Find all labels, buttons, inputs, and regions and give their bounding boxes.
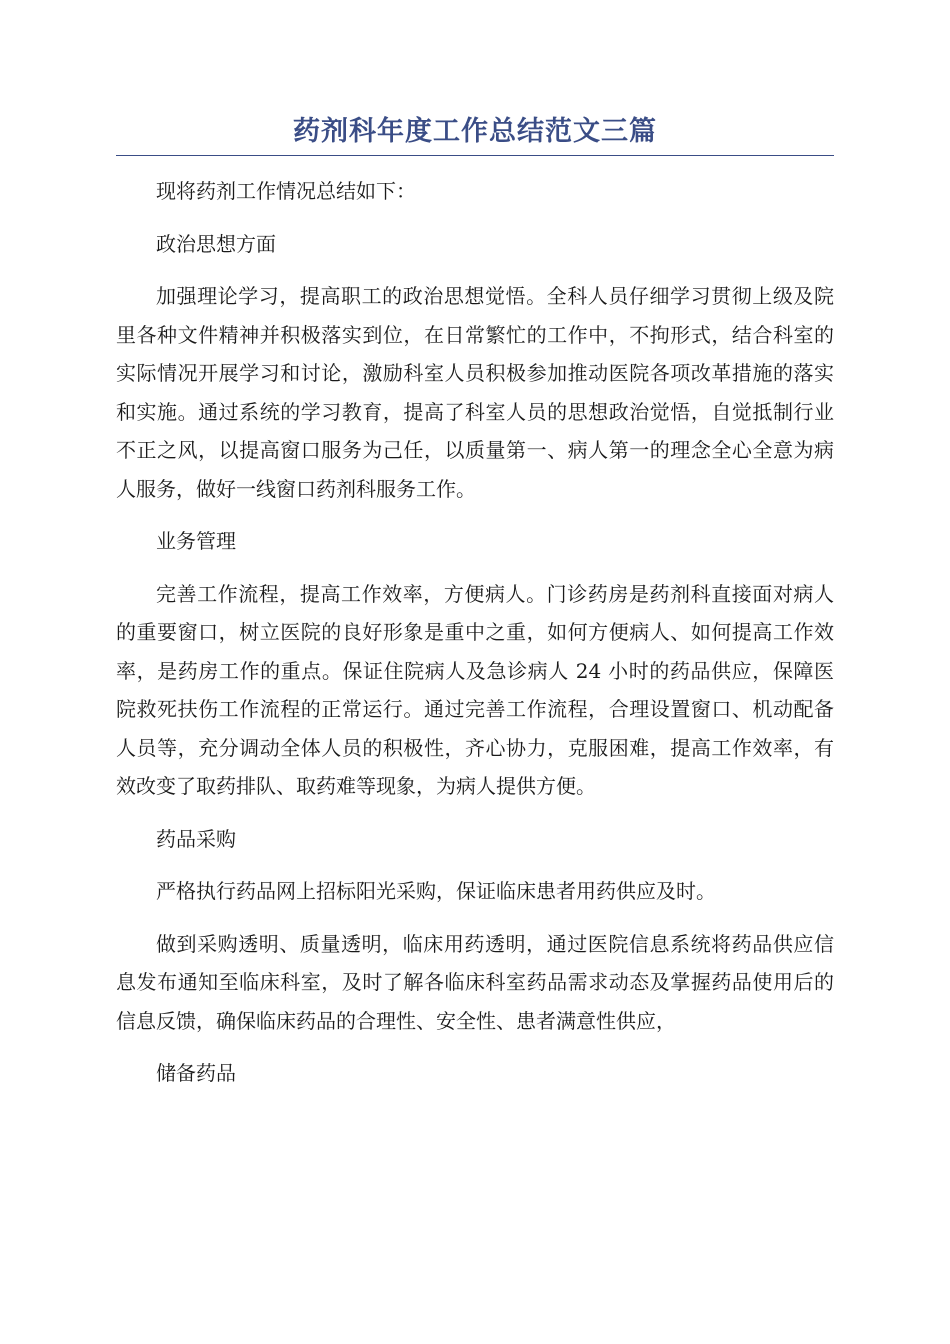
section-heading-storage: 储备药品 [156, 1061, 236, 1085]
paragraph-business: 完善工作流程，提高工作效率，方便病人。门诊药房是药剂科直接面对病人的重要窗口，树立医院的良好形象是重中之重，如何方便病人、如何提高工作效率，是药房工作的重点。保证住院病人及急诊病人 24 小时的药品供应，保障医院救死扶伤工作流程的正常运行。通过完善工作流程，合理设置窗口、机动配备人员等，充分调动全体人员的积极性，齐心协力，克服困难，提高工作效率，有效改变了取药排队、取药难等现象，为病人提供方便。 [116, 581, 834, 798]
section-heading-business: 业务管理 [156, 529, 236, 553]
document-title: 药剂科年度工作总结范文三篇 [116, 112, 834, 156]
section-heading-procurement: 药品采购 [156, 826, 236, 851]
paragraph-procurement-1: 严格执行药品网上招标阳光采购，保证临床患者用药供应及时。 [156, 879, 716, 903]
intro-paragraph: 现将药剂工作情况总结如下： [156, 179, 416, 203]
document-page [116, 112, 834, 1107]
paragraph-procurement-2: 做到采购透明、质量透明，临床用药透明，通过医院信息系统将药品供应信息发布通知至临床科室，及时了解各临床科室药品需求动态及掌握药品使用后的信息反馈，确保临床药品的合理性、安全性、患者满意性供应， [116, 931, 834, 1033]
paragraph-politics: 加强理论学习，提高职工的政治思想觉悟。全科人员仔细学习贯彻上级及院里各种文件精神并积极落实到位，在日常繁忙的工作中，不拘形式，结合科室的实际情况开展学习和讨论，激励科室人员积极参加推动医院各项改革措施的落实和实施。通过系统的学习教育，提高了科室人员的思想政治觉悟，自觉抵制行业不正之风，以提高窗口服务为己任，以质量第一、病人第一的理念全心全意为病人服务，做好一线窗口药剂科服务工作。 [116, 284, 834, 501]
section-heading-politics: 政治思想方面 [156, 231, 276, 256]
